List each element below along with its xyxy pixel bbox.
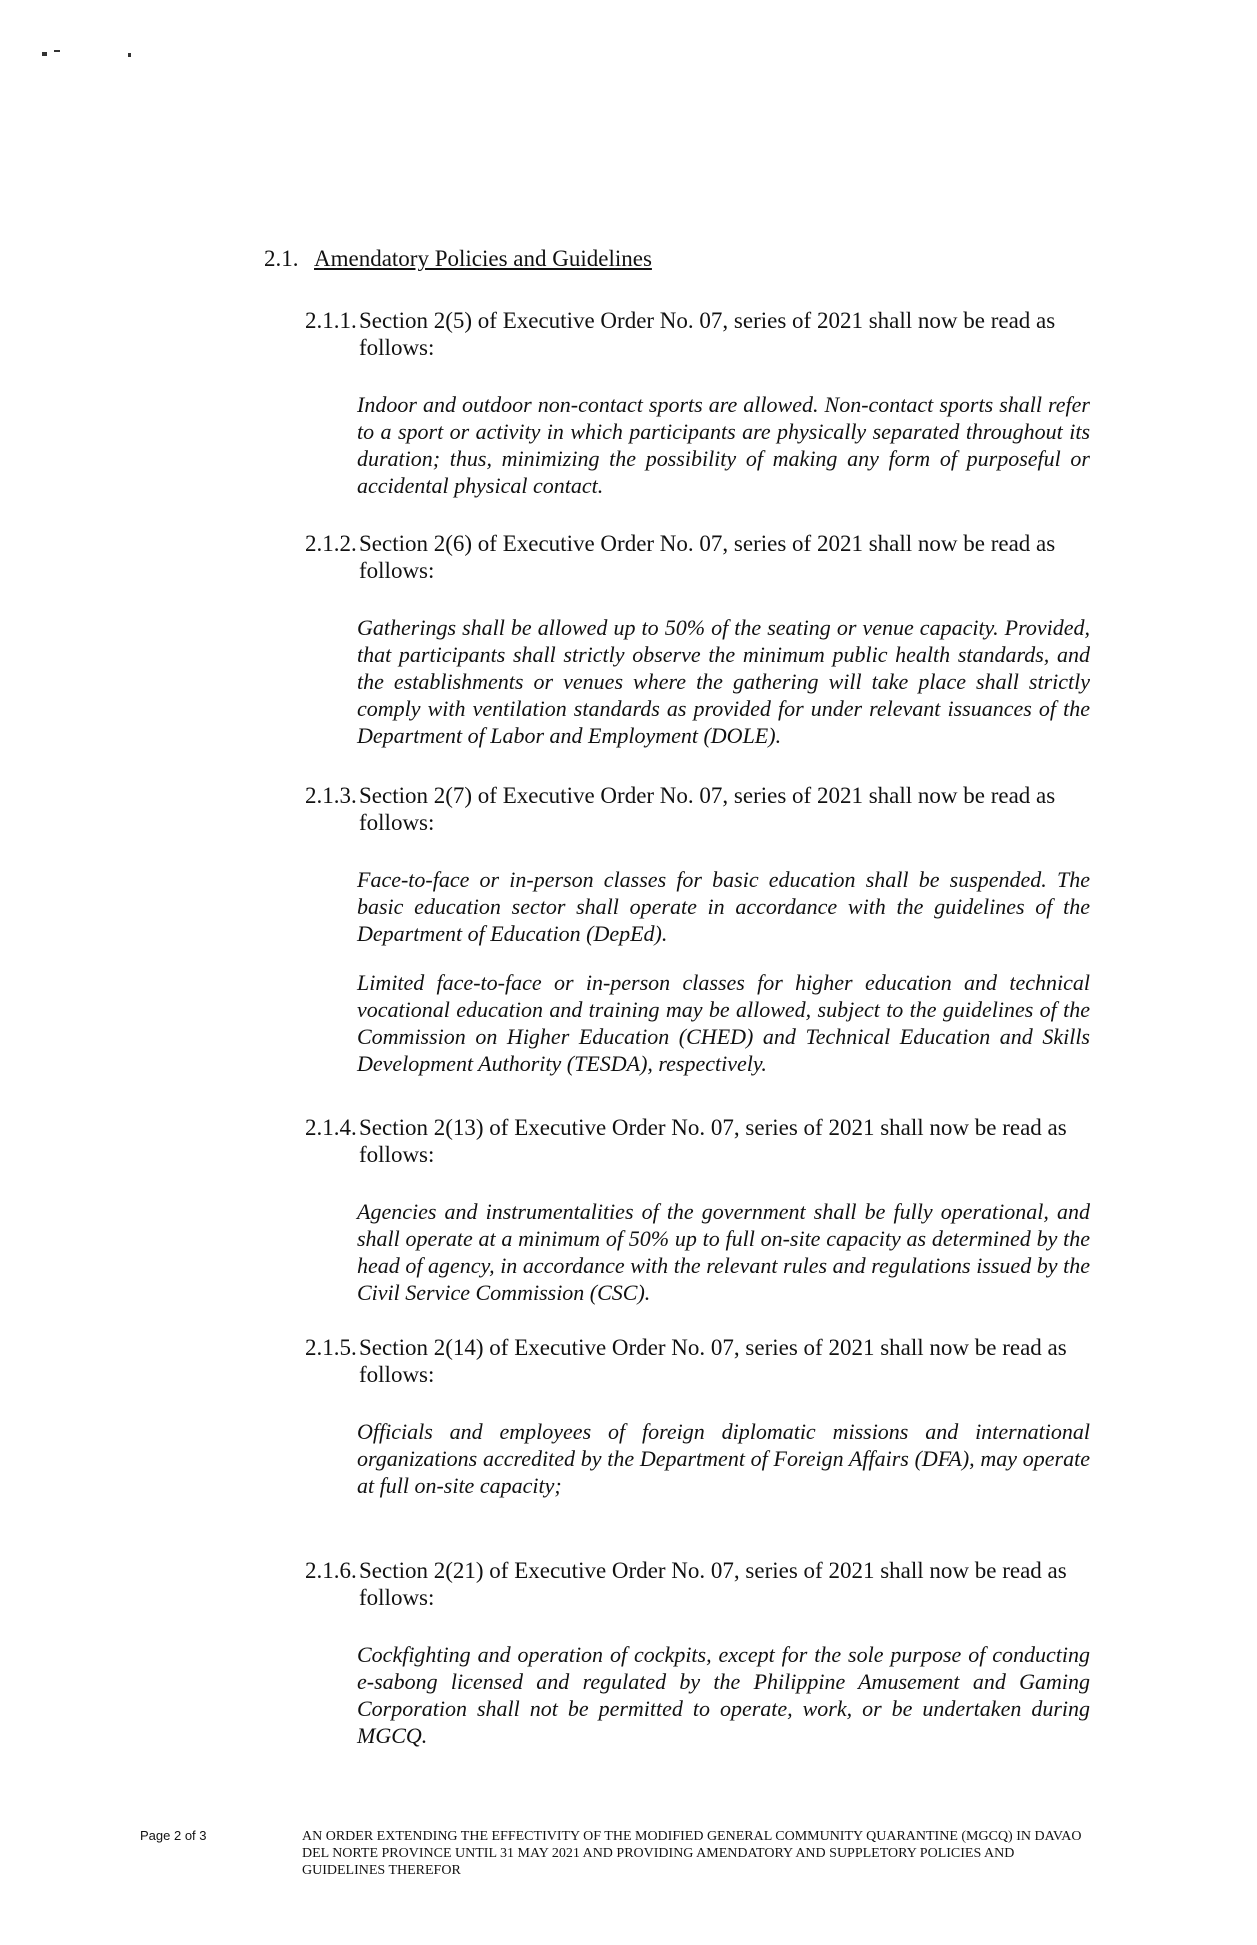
item-number: 2.1.1. bbox=[305, 308, 357, 333]
section-number: 2.1. bbox=[264, 246, 299, 271]
quoted-provision: Officials and employees of foreign diplomatic missions and international organizations accredited by the Department of Foreign Affairs (DFA), may operate at full on-site capacity; bbox=[357, 1419, 1090, 1498]
policy-item bbox=[305, 1334, 1095, 1521]
section-heading bbox=[264, 246, 652, 272]
item-heading bbox=[305, 782, 1095, 836]
document-title: AN ORDER EXTENDING THE EFFECTIVITY OF THE MODIFIED GENERAL COMMUNITY QUARANTINE (MGCQ) IN DAVAO DEL NORTE PROVINCE UNTIL 31 MAY 2021 AND PROVIDING AMENDATORY AND SUPPLETORY POLICIES AND GUIDELINES THEREFOR bbox=[302, 1829, 1082, 1878]
quoted-provision: Gatherings shall be allowed up to 50% of the seating or venue capacity. Provided, that participants shall strictly observe the minimum public health standards, and the establishments or venues where the gathering will take place shall strictly comply with ventilation standards as provided for under relevant issuances of the Department of Labor and Employment (DOLE). bbox=[357, 615, 1090, 748]
page-number: Page 2 of 3 bbox=[140, 1828, 207, 1843]
item-heading-text: Section 2(6) of Executive Order No. 07, series of 2021 shall now be read as follows: bbox=[359, 531, 1056, 583]
policy-item bbox=[305, 782, 1095, 1099]
quoted-provision: Limited face-to-face or in-person classes for higher education and technical vocational education and training may be allowed, subject to the guidelines of the Commission on Higher Education (CHED) and Technical Education and Skills Development Authority (TESDA), respectively. bbox=[357, 970, 1090, 1076]
item-heading-text: Section 2(21) of Executive Order No. 07, series of 2021 shall now be read as follows: bbox=[359, 1558, 1067, 1610]
item-number: 2.1.3. bbox=[305, 783, 357, 808]
policy-item bbox=[305, 1114, 1095, 1328]
item-heading bbox=[305, 1334, 1095, 1388]
item-number: 2.1.4. bbox=[305, 1115, 357, 1140]
item-heading bbox=[305, 1557, 1095, 1611]
policy-item bbox=[305, 530, 1095, 771]
quoted-provision: Face-to-face or in-person classes for basic education shall be suspended. The basic education sector shall operate in accordance with the guidelines of the Department of Education (DepEd). bbox=[357, 867, 1090, 946]
quoted-provision: Agencies and instrumentalities of the government shall be fully operational, and shall operate at a minimum of 50% up to full on-site capacity as determined by the head of agency, in accordance with the relevant rules and regulations issued by the Civil Service Commission (CSC). bbox=[357, 1199, 1090, 1305]
item-heading bbox=[305, 530, 1095, 584]
item-number: 2.1.5. bbox=[305, 1335, 357, 1360]
quoted-provision: Indoor and outdoor non-contact sports are allowed. Non-contact sports shall refer to a sport or activity in which participants are physically separated throughout its duration; thus, minimizing the possibility of making any form of purposeful or accidental physical contact. bbox=[357, 392, 1090, 498]
item-number: 2.1.2. bbox=[305, 531, 357, 556]
scan-marks bbox=[42, 46, 142, 60]
policy-item bbox=[305, 307, 1095, 521]
item-heading bbox=[305, 1114, 1095, 1168]
item-heading bbox=[305, 307, 1095, 361]
item-heading-text: Section 2(14) of Executive Order No. 07, series of 2021 shall now be read as follows: bbox=[359, 1335, 1067, 1387]
section-title: Amendatory Policies and Guidelines bbox=[314, 246, 652, 271]
item-heading-text: Section 2(5) of Executive Order No. 07, series of 2021 shall now be read as follows: bbox=[359, 308, 1056, 360]
policy-item bbox=[305, 1557, 1095, 1771]
item-heading-text: Section 2(13) of Executive Order No. 07, series of 2021 shall now be read as follows: bbox=[359, 1115, 1067, 1167]
quoted-provision: Cockfighting and operation of cockpits, except for the sole purpose of conducting e-sabong licensed and regulated by the Philippine Amusement and Gaming Corporation shall not be permitted to operate, work, or be undertaken during MGCQ. bbox=[357, 1642, 1090, 1748]
item-number: 2.1.6. bbox=[305, 1558, 357, 1583]
item-heading-text: Section 2(7) of Executive Order No. 07, series of 2021 shall now be read as follows: bbox=[359, 783, 1056, 835]
